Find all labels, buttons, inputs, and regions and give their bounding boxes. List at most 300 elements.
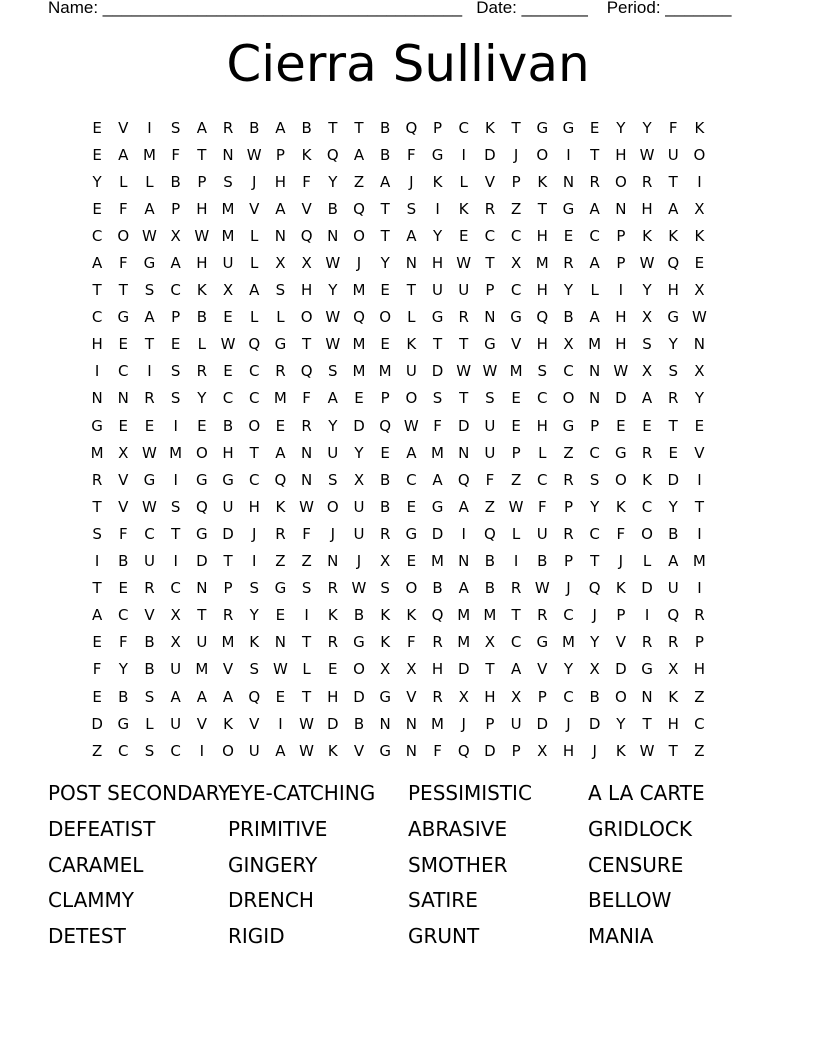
word-list-item: DETEST bbox=[48, 924, 126, 949]
grid-letter: A bbox=[458, 497, 469, 516]
grid-letter: X bbox=[380, 552, 391, 571]
grid-letter: R bbox=[275, 362, 286, 381]
grid-letter: X bbox=[170, 606, 181, 625]
grid-letter: F bbox=[118, 633, 128, 652]
grid-letter: W bbox=[142, 497, 157, 516]
grid-letter: D bbox=[457, 416, 470, 435]
grid-letter: U bbox=[143, 552, 155, 571]
grid-letter: M bbox=[221, 633, 235, 652]
grid-letter: T bbox=[537, 199, 547, 218]
grid-letter: P bbox=[616, 226, 626, 245]
grid-letter: E bbox=[406, 552, 417, 571]
grid-letter: C bbox=[170, 579, 181, 598]
grid-letter: P bbox=[197, 172, 207, 191]
grid-letter: F bbox=[668, 118, 678, 137]
grid-letter: K bbox=[301, 145, 312, 164]
grid-letter: M bbox=[90, 443, 104, 462]
grid-letter: B bbox=[144, 633, 155, 652]
grid-letter: O bbox=[405, 389, 418, 408]
grid-letter: H bbox=[536, 226, 548, 245]
grid-letter: B bbox=[118, 552, 129, 571]
grid-letter: E bbox=[92, 633, 102, 652]
grid-letter: Y bbox=[563, 281, 574, 300]
grid-letter: R bbox=[327, 633, 338, 652]
grid-letter: Y bbox=[197, 389, 207, 408]
grid-letter: W bbox=[272, 660, 288, 679]
grid-letter: Q bbox=[588, 579, 601, 598]
grid-letter: G bbox=[667, 308, 680, 327]
grid-letter: C bbox=[537, 470, 548, 489]
grid-letter: Z bbox=[353, 172, 365, 191]
grid-letter: T bbox=[302, 335, 312, 354]
grid-letter: O bbox=[300, 308, 313, 327]
grid-letter: D bbox=[484, 741, 496, 760]
grid-letter: Q bbox=[248, 687, 261, 706]
grid-letter: A bbox=[432, 470, 443, 489]
grid-letter: S bbox=[275, 281, 286, 300]
grid-letter: E bbox=[92, 145, 102, 164]
grid-letter: L bbox=[250, 226, 259, 245]
grid-letter: I bbox=[199, 741, 205, 760]
grid-letter: E bbox=[275, 416, 286, 435]
grid-letter: K bbox=[406, 606, 417, 625]
grid-letter: Y bbox=[354, 443, 364, 462]
grid-letter: L bbox=[538, 443, 547, 462]
grid-letter: C bbox=[537, 389, 548, 408]
grid-letter: R bbox=[432, 687, 443, 706]
grid-letter: S bbox=[406, 199, 417, 218]
word-list-item: GINGERY bbox=[228, 852, 318, 877]
page-title: Cierra Sullivan bbox=[226, 35, 590, 93]
grid-letter: Q bbox=[431, 606, 444, 625]
grid-letter: K bbox=[615, 497, 626, 516]
grid-letter: W bbox=[403, 416, 419, 435]
word-list-item: SMOTHER bbox=[408, 852, 508, 877]
grid-letter: O bbox=[693, 145, 706, 164]
grid-letter: S bbox=[170, 362, 181, 381]
grid-letter: K bbox=[642, 470, 652, 489]
grid-letter: I bbox=[697, 579, 702, 598]
grid-letter: Q bbox=[300, 226, 313, 245]
grid-letter: I bbox=[252, 552, 257, 571]
grid-letter: Q bbox=[667, 254, 680, 273]
grid-letter: J bbox=[356, 552, 362, 571]
grid-letter: D bbox=[588, 714, 601, 733]
grid-letter: X bbox=[694, 281, 705, 300]
grid-letter: B bbox=[170, 172, 181, 191]
grid-letter: B bbox=[353, 714, 365, 733]
word-list-item: PESSIMISTIC bbox=[408, 781, 532, 805]
grid-letter: Q bbox=[300, 362, 313, 381]
grid-letter: G bbox=[641, 660, 653, 679]
grid-letter: D bbox=[484, 145, 496, 164]
grid-letter: A bbox=[196, 687, 207, 706]
grid-letter: I bbox=[94, 552, 100, 571]
grid-letter: D bbox=[353, 687, 365, 706]
grid-letter: R bbox=[589, 172, 600, 191]
grid-letter: W bbox=[534, 579, 550, 598]
grid-letter: U bbox=[170, 660, 182, 679]
grid-letter: W bbox=[325, 308, 341, 327]
grid-letter: J bbox=[356, 254, 362, 273]
grid-letter: C bbox=[248, 362, 260, 381]
grid-letter: A bbox=[196, 118, 207, 137]
grid-letter: T bbox=[590, 145, 600, 164]
grid-letter: M bbox=[273, 389, 287, 408]
grid-letter: T bbox=[485, 254, 495, 273]
grid-letter: L bbox=[590, 281, 599, 300]
grid-letter: R bbox=[327, 579, 338, 598]
grid-letter: C bbox=[458, 118, 469, 137]
grid-letter: G bbox=[431, 145, 444, 164]
grid-letter: T bbox=[511, 118, 521, 137]
grid-letter: L bbox=[119, 172, 128, 191]
grid-letter: C bbox=[118, 741, 129, 760]
grid-letter: K bbox=[642, 226, 652, 245]
grid-letter: H bbox=[615, 335, 627, 354]
grid-letter: I bbox=[173, 416, 178, 435]
grid-letter: N bbox=[405, 254, 417, 273]
grid-letter: V bbox=[249, 199, 260, 218]
grid-letter: R bbox=[694, 606, 705, 625]
grid-letter: E bbox=[642, 416, 652, 435]
grid-letter: Y bbox=[642, 281, 652, 300]
grid-letter: M bbox=[431, 552, 444, 571]
grid-letter: A bbox=[275, 199, 286, 218]
grid-letter: J bbox=[592, 606, 597, 625]
grid-letter: W bbox=[456, 254, 472, 273]
grid-letter: Q bbox=[274, 470, 287, 489]
grid-letter: G bbox=[143, 470, 156, 489]
grid-letter: T bbox=[354, 118, 364, 137]
grid-letter: I bbox=[147, 118, 152, 137]
grid-letter: J bbox=[252, 524, 257, 543]
word-list-item: DEFEATIST bbox=[48, 816, 156, 841]
grid-letter: W bbox=[299, 714, 315, 733]
grid-letter: W bbox=[691, 308, 707, 327]
grid-letter: T bbox=[485, 660, 495, 679]
grid-letter: O bbox=[248, 416, 261, 435]
grid-letter: Q bbox=[667, 606, 680, 625]
grid-letter: N bbox=[196, 579, 208, 598]
grid-letter: S bbox=[589, 470, 600, 489]
grid-letter: K bbox=[327, 606, 338, 625]
grid-letter: T bbox=[668, 416, 678, 435]
grid-letter: F bbox=[92, 660, 102, 679]
grid-letter: H bbox=[667, 714, 679, 733]
grid-letter: Q bbox=[484, 524, 496, 543]
grid-letter: E bbox=[563, 226, 574, 245]
grid-letter: N bbox=[117, 389, 129, 408]
grid-letter: G bbox=[536, 633, 549, 652]
grid-letter: B bbox=[380, 470, 391, 489]
grid-letter: E bbox=[668, 443, 678, 462]
grid-letter: Y bbox=[616, 118, 626, 137]
grid-letter: X bbox=[380, 660, 391, 679]
grid-letter: H bbox=[536, 281, 548, 300]
grid-letter: U bbox=[405, 362, 417, 381]
grid-letter: B bbox=[118, 687, 129, 706]
word-list-item: CENSURE bbox=[588, 852, 684, 877]
grid-letter: W bbox=[246, 145, 262, 164]
word-list-item: BELLOW bbox=[588, 888, 672, 913]
grid-letter: D bbox=[196, 552, 208, 571]
grid-letter: R bbox=[301, 416, 312, 435]
grid-letter: D bbox=[327, 714, 339, 733]
grid-letter: B bbox=[144, 660, 155, 679]
grid-letter: O bbox=[222, 741, 234, 760]
grid-letter: J bbox=[566, 579, 571, 598]
grid-letter: X bbox=[301, 254, 312, 273]
grid-letter: U bbox=[222, 254, 234, 273]
grid-letter: T bbox=[223, 552, 233, 571]
grid-letter: E bbox=[197, 416, 207, 435]
grid-letter: J bbox=[252, 172, 257, 191]
grid-letter: A bbox=[275, 118, 286, 137]
grid-letter: E bbox=[118, 579, 129, 598]
grid-letter: O bbox=[195, 443, 208, 462]
grid-letter: M bbox=[352, 281, 366, 300]
grid-letter: G bbox=[274, 335, 287, 354]
grid-letter: T bbox=[459, 335, 469, 354]
grid-letter: H bbox=[91, 335, 103, 354]
grid-letter: A bbox=[249, 281, 260, 300]
grid-letter: B bbox=[432, 579, 443, 598]
grid-letter: Z bbox=[275, 552, 286, 571]
grid-letter: Y bbox=[432, 226, 443, 245]
grid-letter: Z bbox=[510, 199, 522, 218]
grid-letter: C bbox=[589, 524, 600, 543]
grid-letter: R bbox=[563, 524, 574, 543]
grid-letter: G bbox=[274, 579, 287, 598]
grid-letter: W bbox=[639, 145, 655, 164]
grid-letter: M bbox=[221, 199, 235, 218]
grid-letter: Y bbox=[563, 660, 574, 679]
grid-letter: Y bbox=[590, 497, 600, 516]
grid-letter: V bbox=[301, 199, 312, 218]
grid-letter: Y bbox=[694, 389, 704, 408]
grid-letter: M bbox=[352, 362, 366, 381]
grid-letter: N bbox=[222, 145, 234, 164]
grid-letter: U bbox=[667, 579, 679, 598]
grid-letter: J bbox=[513, 145, 519, 164]
grid-letter: C bbox=[170, 281, 181, 300]
grid-letter: S bbox=[170, 118, 181, 137]
grid-letter: G bbox=[222, 470, 234, 489]
grid-letter: R bbox=[641, 633, 653, 652]
grid-letter: N bbox=[589, 389, 601, 408]
grid-letter: S bbox=[537, 362, 548, 381]
grid-letter: P bbox=[275, 145, 285, 164]
grid-letter: E bbox=[616, 416, 626, 435]
grid-letter: P bbox=[485, 714, 495, 733]
word-list-item: POST SECONDARY bbox=[48, 781, 231, 805]
grid-letter: S bbox=[223, 172, 233, 191]
grid-letter: T bbox=[380, 226, 390, 245]
grid-letter: E bbox=[118, 416, 129, 435]
grid-letter: Y bbox=[668, 497, 678, 516]
grid-letter: R bbox=[458, 308, 469, 327]
grid-letter: W bbox=[142, 443, 157, 462]
grid-letter: J bbox=[566, 714, 571, 733]
grid-letter: A bbox=[222, 687, 234, 706]
grid-letter: N bbox=[615, 199, 627, 218]
grid-letter: M bbox=[431, 443, 444, 462]
grid-letter: O bbox=[353, 660, 365, 679]
grid-letter: C bbox=[694, 714, 705, 733]
grid-letter: D bbox=[536, 714, 549, 733]
grid-letter: C bbox=[248, 470, 260, 489]
period-field-label: Period: _______ bbox=[606, 0, 732, 17]
grid-letter: Q bbox=[248, 335, 261, 354]
grid-letter: R bbox=[484, 199, 496, 218]
grid-letter: S bbox=[170, 389, 181, 408]
grid-letter: H bbox=[536, 416, 548, 435]
grid-letter: H bbox=[300, 281, 313, 300]
grid-letter: E bbox=[118, 335, 129, 354]
grid-letter: T bbox=[511, 606, 521, 625]
grid-letter: T bbox=[171, 524, 181, 543]
grid-letter: I bbox=[278, 714, 283, 733]
grid-letter: S bbox=[249, 579, 259, 598]
grid-letter: E bbox=[328, 660, 338, 679]
grid-letter: C bbox=[144, 524, 155, 543]
grid-letter: P bbox=[537, 687, 547, 706]
grid-letter: U bbox=[510, 714, 522, 733]
grid-letter: E bbox=[354, 389, 364, 408]
grid-letter: P bbox=[485, 281, 495, 300]
grid-letter: G bbox=[405, 524, 418, 543]
grid-letter: H bbox=[615, 308, 627, 327]
grid-letter: V bbox=[118, 470, 129, 489]
grid-letter: G bbox=[615, 443, 627, 462]
grid-letter: D bbox=[91, 714, 103, 733]
grid-letter: R bbox=[563, 470, 574, 489]
grid-letter: K bbox=[380, 633, 391, 652]
letter-grid bbox=[84, 114, 713, 764]
word-list-item: CLAMMY bbox=[48, 888, 134, 913]
grid-letter: F bbox=[302, 172, 311, 191]
grid-letter: L bbox=[145, 714, 154, 733]
grid-letter: T bbox=[590, 552, 600, 571]
grid-letter: T bbox=[92, 579, 102, 598]
grid-letter: A bbox=[118, 145, 129, 164]
grid-letter: Y bbox=[92, 172, 102, 191]
grid-letter: L bbox=[642, 552, 652, 571]
grid-letter: P bbox=[694, 633, 704, 652]
grid-letter: A bbox=[380, 172, 391, 191]
grid-letter: H bbox=[274, 172, 287, 191]
grid-letter: K bbox=[196, 281, 207, 300]
grid-letter: G bbox=[431, 308, 444, 327]
grid-letter: C bbox=[91, 308, 103, 327]
grid-letter: M bbox=[221, 226, 235, 245]
grid-letter: O bbox=[353, 226, 365, 245]
grid-letter: I bbox=[697, 470, 702, 489]
grid-letter: E bbox=[511, 416, 521, 435]
grid-letter: M bbox=[195, 660, 209, 679]
grid-letter: Z bbox=[484, 497, 496, 516]
grid-letter: W bbox=[456, 362, 472, 381]
grid-letter: F bbox=[302, 524, 311, 543]
grid-letter: T bbox=[380, 199, 390, 218]
grid-letter: Y bbox=[249, 606, 259, 625]
grid-letter: I bbox=[697, 524, 702, 543]
grid-letter: Q bbox=[379, 416, 392, 435]
grid-letter: V bbox=[118, 497, 129, 516]
header-line bbox=[48, 0, 731, 18]
grid-letter: C bbox=[222, 389, 234, 408]
word-list-item: MANIA bbox=[588, 924, 654, 949]
grid-letter: G bbox=[117, 714, 130, 733]
grid-letter: M bbox=[457, 606, 471, 625]
grid-letter: X bbox=[641, 362, 653, 381]
grid-letter: T bbox=[144, 335, 155, 354]
grid-letter: Q bbox=[195, 497, 208, 516]
grid-letter: J bbox=[330, 524, 335, 543]
grid-letter: B bbox=[537, 552, 548, 571]
grid-letter: F bbox=[616, 524, 626, 543]
grid-letter: N bbox=[458, 443, 470, 462]
grid-letter: G bbox=[536, 118, 549, 137]
grid-letter: R bbox=[222, 118, 234, 137]
grid-letter: W bbox=[613, 362, 629, 381]
grid-letter: U bbox=[484, 443, 496, 462]
grid-letter: C bbox=[510, 281, 522, 300]
grid-letter: W bbox=[325, 335, 341, 354]
grid-letter: X bbox=[589, 660, 600, 679]
grid-letter: X bbox=[641, 308, 653, 327]
grid-letter: N bbox=[589, 362, 601, 381]
grid-letter: Z bbox=[563, 443, 574, 462]
grid-letter: J bbox=[409, 172, 414, 191]
grid-letter: M bbox=[483, 606, 497, 625]
grid-letter: F bbox=[433, 416, 442, 435]
word-list-item: ABRASIVE bbox=[408, 816, 508, 841]
grid-letter: I bbox=[566, 145, 571, 164]
grid-letter: T bbox=[668, 741, 678, 760]
grid-letter: B bbox=[484, 552, 496, 571]
grid-letter: W bbox=[299, 497, 315, 516]
grid-letter: L bbox=[250, 308, 259, 327]
grid-letter: N bbox=[274, 226, 287, 245]
grid-letter: M bbox=[169, 443, 183, 462]
grid-letter: P bbox=[616, 606, 626, 625]
grid-letter: P bbox=[616, 254, 626, 273]
grid-letter: O bbox=[379, 308, 392, 327]
grid-letter: X bbox=[484, 633, 496, 652]
grid-letter: I bbox=[304, 606, 309, 625]
grid-letter: D bbox=[615, 389, 627, 408]
grid-letter: E bbox=[223, 362, 233, 381]
grid-letter: O bbox=[562, 389, 575, 408]
grid-letter: G bbox=[510, 308, 522, 327]
grid-letter: S bbox=[485, 389, 495, 408]
grid-letter: N bbox=[327, 226, 339, 245]
grid-letter: Q bbox=[326, 145, 339, 164]
grid-letter: F bbox=[433, 741, 442, 760]
grid-letter: G bbox=[379, 687, 391, 706]
grid-letter: V bbox=[144, 606, 155, 625]
grid-letter: J bbox=[461, 714, 466, 733]
grid-letter: V bbox=[118, 118, 129, 137]
grid-letter: J bbox=[618, 552, 624, 571]
grid-letter: V bbox=[353, 741, 365, 760]
grid-letter: M bbox=[588, 335, 602, 354]
grid-letter: L bbox=[302, 660, 311, 679]
grid-letter: R bbox=[668, 389, 679, 408]
grid-letter: T bbox=[197, 606, 207, 625]
